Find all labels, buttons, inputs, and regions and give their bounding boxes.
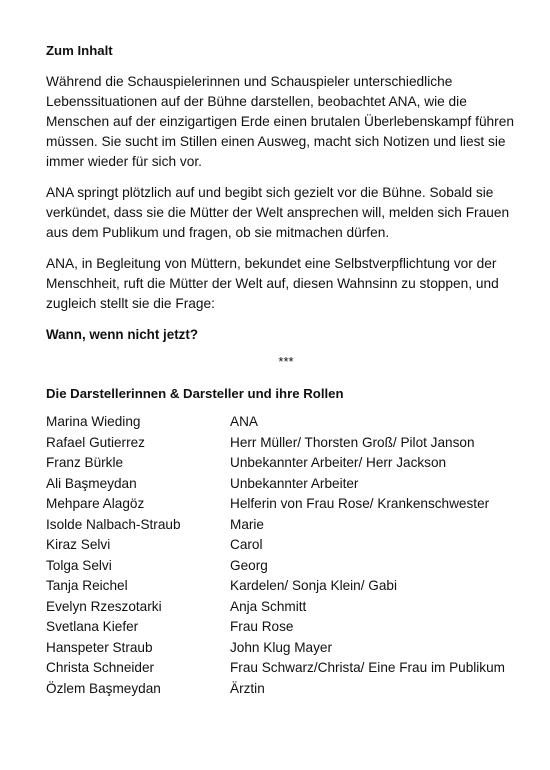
cast-role-name: Kardelen/ Sonja Klein/ Gabi (230, 578, 398, 593)
cast-row (46, 597, 526, 618)
synopsis-paragraph-3: ANA, in Begleitung von Müttern, bekundet eine Selbstverpflichtung vor der Menschheit, ruft die Mütter der Welt auf, diesen Wahnsinn zu stoppen, und zugleich stellt sie die Frage: (46, 256, 499, 311)
cast-role-name: Unbekannter Arbeiter (230, 475, 359, 491)
section-separator: *** (278, 354, 294, 369)
cast-actor-name: Özlem Başmeydan (46, 680, 161, 696)
cast-row (46, 679, 526, 700)
cast-actor-name: Isolde Nalbach-Straub (46, 516, 181, 532)
cast-actor-name: Christa Schneider (46, 660, 155, 675)
cast-actor-name: Ali Başmeydan (46, 475, 137, 491)
synopsis-paragraph-2: ANA springt plötzlich auf und begibt sich gezielt vor die Bühne. Sobald sie verkündet, dass sie die Mütter der Welt ansprechen will, melden sich Frauen aus dem Publikum und fragen, ob sie mitmachen dürfen. (46, 185, 510, 240)
cast-actor-name: Marina Wieding (46, 414, 141, 429)
cast-row (46, 617, 526, 638)
cast-actor-name: Evelyn Rzeszotarki (46, 598, 162, 614)
cast-actor-name: Tanja Reichel (46, 578, 128, 593)
cast-row (46, 638, 526, 659)
cast-actor-name: Franz Bürkle (46, 455, 124, 470)
cast-role-name: Marie (230, 516, 264, 532)
cast-actor-name: Tolga Selvi (46, 557, 112, 573)
cast-role-name: Georg (230, 557, 268, 573)
cast-row (46, 556, 526, 577)
cast-row (46, 453, 526, 474)
cast-role-name: Frau Schwarz/Christa/ Eine Frau im Publikum (230, 660, 505, 675)
cast-row (46, 658, 526, 679)
cast-role-name: Ärztin (230, 680, 265, 696)
cast-actor-name: Kiraz Selvi (46, 537, 111, 552)
cast-role-name: Frau Rose (230, 619, 294, 634)
cast-role-name: Unbekannter Arbeiter/ Herr Jackson (230, 455, 447, 470)
cast-row (46, 412, 526, 433)
cast-row (46, 535, 526, 556)
cast-row (46, 494, 526, 515)
cast-role-name: Anja Schmitt (230, 598, 307, 614)
cast-row (46, 576, 526, 597)
cast-role-name: ANA (230, 414, 258, 429)
cast-role-name: Helferin von Frau Rose/ Krankenschwester (230, 496, 490, 511)
cast-role-name: Herr Müller/ Thorsten Groß/ Pilot Janson (230, 434, 475, 450)
synopsis-paragraph-1: Während die Schauspielerinnen und Schauspieler unterschiedliche Lebenssituationen auf der Bühne darstellen, beobachtet ANA, wie die Menschen auf der einzigartigen Erde einen brutalen Überlebenskampf führen müssen. Sie sucht im Stillen einen Ausweg, macht sich Notizen und liest sie immer wieder für sich vor. (46, 74, 514, 169)
cast-actor-name: Mehpare Alagöz (46, 496, 145, 511)
cast-heading: Die Darstellerinnen & Darsteller und ihre Rollen (46, 386, 344, 401)
cast-row (46, 433, 526, 454)
cast-role-name: John Klug Mayer (230, 639, 333, 655)
cast-actor-name: Svetlana Kiefer (46, 619, 139, 634)
cast-actor-name: Rafael Gutierrez (46, 434, 145, 450)
cast-row (46, 474, 526, 495)
cast-list (46, 412, 526, 699)
cast-role-name: Carol (230, 537, 263, 552)
document-page (46, 41, 526, 699)
section-heading: Zum Inhalt (46, 43, 113, 58)
cast-row (46, 515, 526, 536)
closing-question: Wann, wenn nicht jetzt? (46, 327, 198, 342)
cast-actor-name: Hanspeter Straub (46, 639, 153, 655)
